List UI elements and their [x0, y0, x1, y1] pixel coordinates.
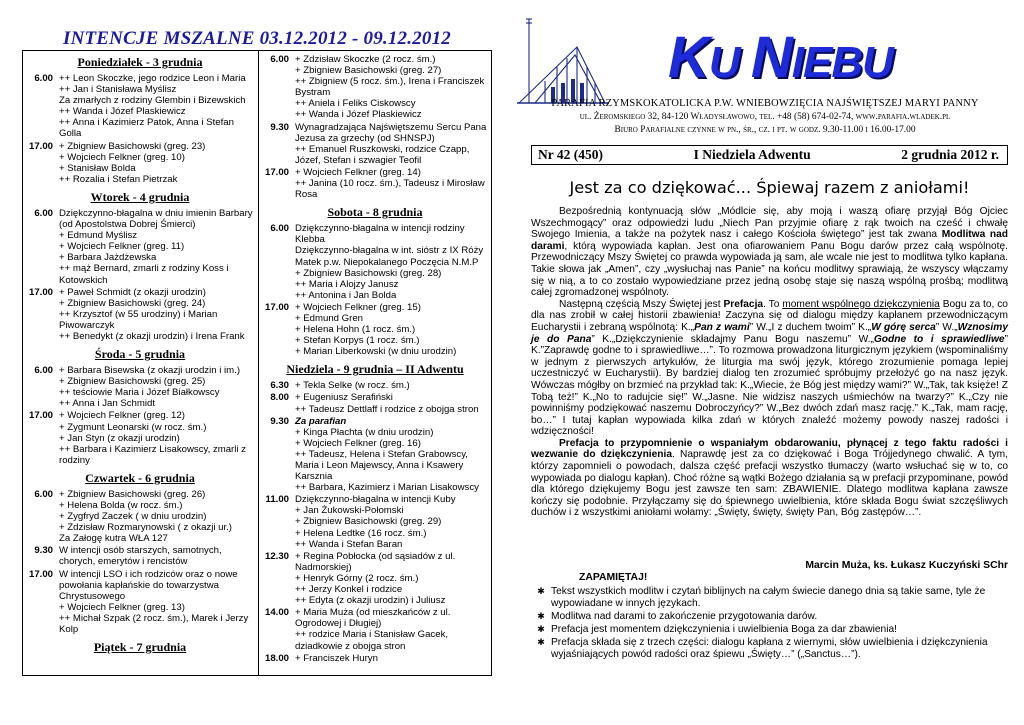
intention-line: + Wojciech Felkner (greg. 15) — [295, 301, 421, 313]
remember-text: Prefacja jest momentem dziękczynienia i uwielbienia Boga za dar zbawienia! — [551, 623, 897, 635]
intention-line: + Zdzisław Rozmarynowski ( z okazji ur.) — [59, 522, 232, 534]
intention-line: ++ rodzice Maria i Stanisław Gacek, dziadkowie z obojga stron — [295, 629, 449, 652]
mass-intentions — [295, 380, 489, 391]
mass-slot — [261, 380, 489, 391]
intention-line: ++ Emanuel Ruszkowski, rodzice Czapp, Józef, Stefan i szwagier Teofil — [295, 143, 470, 166]
church-logo-icon — [517, 17, 609, 105]
mass-time: 17.00 — [28, 568, 53, 580]
intention-line: ++ Anna i Kazimierz Patok, Anna i Stefan Golla — [59, 117, 234, 140]
intention-line: + Barbara Jażdżewska — [59, 252, 157, 264]
intention-line: ++ Barbara i Kazimierz Lisakowscy, zmarli z rodziny — [59, 443, 246, 466]
mass-intentions — [295, 653, 489, 664]
intention-line: + Zygmunt Leonarski (w rocz. śm.) — [59, 421, 207, 433]
intention-line: + Stefan Korpys (1 rocz. śm.) — [295, 335, 420, 347]
intention-line: + Edmund Myślisz — [59, 230, 138, 242]
intention-line: + Stanisław Bolda — [59, 162, 136, 174]
intention-line: ++ Benedykt (z okazji urodzin) i Irena Frank — [59, 330, 245, 342]
day-heading: Czwartek - 6 grudnia — [85, 470, 195, 485]
day-heading: Piątek - 7 grudnia — [93, 640, 187, 655]
intention-line: + Wojciech Felkner (greg. 11) — [59, 241, 185, 253]
mass-intentions — [59, 141, 255, 185]
remember-item — [531, 637, 1008, 661]
asterisk-bullet-icon: ✱ — [537, 586, 545, 596]
day-heading: Sobota - 8 grudnia — [327, 205, 423, 220]
mass-intentions — [59, 365, 255, 409]
mass-intentions — [295, 551, 489, 606]
intentions-right-column — [261, 54, 489, 665]
intention-line: + Zbigniew Basichowski (greg. 29) — [295, 516, 442, 528]
intention-line: ++ Barbara, Kazimierz i Marian Lisakowscy — [295, 482, 479, 494]
mass-slot — [25, 545, 255, 567]
intention-line: + Zbigniew Basichowski (greg. 28) — [295, 267, 442, 279]
intention-line: ++ Maria i Alojzy Janusz — [295, 278, 399, 290]
remember-text: Modlitwa nad darami to zakończenie przygotowania darów. — [551, 610, 818, 622]
intention-line: ++ Jan i Stanisława Myślisz — [59, 84, 177, 96]
mass-intentions — [295, 54, 489, 121]
asterisk-bullet-icon: ✱ — [537, 623, 545, 634]
intention-line: ++ Tadeusz, Helena i Stefan Grabowscy, Maria i Leon Majewscy, Anna i Ksawery Karsznia — [295, 448, 468, 483]
intention-line: Wynagradzająca Najświętszemu Sercu Pana Jezusa za grzechy (od SHNSPJ) — [295, 121, 487, 144]
remember-item — [531, 586, 1008, 610]
remember-text: Tekst wszystkich modlitw i czytań biblijnych na całym świecie danego dnia są takie same, tyle że wypowiadane w innych językach. — [551, 586, 986, 609]
mass-intentions — [59, 208, 255, 286]
intention-line: ++ Anna i Jan Schmidt — [59, 398, 155, 410]
intention-line: + Wojciech Felkner (greg. 14) — [295, 166, 421, 178]
mass-intentions — [295, 416, 489, 494]
mass-time: 6.00 — [270, 223, 289, 235]
mass-time: 17.00 — [264, 301, 289, 313]
issue-bar — [531, 145, 1008, 165]
mass-intentions — [59, 489, 255, 544]
day-heading: Poniedziałek - 3 grudnia — [77, 55, 203, 69]
intentions-title: INTENCJE MSZALNE 03.12.2012 - 09.12.2012 — [62, 28, 452, 49]
intention-line: + Zbigniew Basichowski (greg. 24) — [59, 297, 206, 309]
intention-line: ++ Leon Skoczke, jego rodzice Leon i Maria — [59, 73, 246, 84]
masthead-rest-u: U — [708, 38, 751, 87]
intention-line: + Helena Ledtke (16 rocz. śm.) — [295, 527, 427, 539]
remember-item — [531, 624, 1008, 636]
mass-intentions — [59, 73, 255, 140]
mass-time: 9.30 — [34, 545, 53, 557]
mass-slot — [25, 208, 255, 286]
mass-slot — [261, 223, 489, 301]
mass-slot — [25, 141, 255, 185]
intention-line: + Wojciech Felkner (greg. 10) — [59, 151, 185, 163]
article-paragraph: Następną częścią Mszy Świętej jest Prefacja. To moment wspólnego dziękczynienia Bogu za to, co dla nas zrobił w całej historii zbawienia! Zaczyna się od dialogu między kapłanem przewodniczącym Eucharystii i zebraną wspólnotą: K.„Pan z wami” W.„I z duchem twoim” K.„W górę serca” W.„Wznosimy je do Pana” K.„Dziękczynienie składajmy Panu Bogu naszemu” W.„Godne to i sprawiedliwe” K.”Zaprawdę godne to i sprawiedliwe…”. To rozmowa prowadzona liturgicznym językiem (wspominaliśmy w jednym z pierwszych artykułów, że liturgia ma swój język, którego zrozumienie pomaga lepiej uczestniczyć w Eucharystii). By bardziej dialog ten zrozumieć spróbujmy przełożyć go na nasz język. Wówczas mógłby on brzmieć na przykład tak: K.„Wiecie, że Bóg jest między wami?” W.„Tak, tak księże! Z Tobą też!” K.„No to radujcie się!” W.„Jasne. Nie widzisz naszych uśmiechów na twarzy?” K.„Czy nie powinniśmy podziękować naszemu Dobroczyńcy?” W.„Bez dwóch zdań masz rację.” K.„Tak, mam rację, bo…” I tutaj kapłan wypowiada kilka zdań w których znaleźć możemy powody naszej radości i wdzięczności! — [531, 298, 1009, 438]
mass-time: 18.00 — [264, 652, 289, 664]
article-title: Jest za co dziękować... Śpiewaj razem z aniołami! — [569, 178, 970, 197]
intention-line: + Henryk Górny (2 rocz. śm.) — [295, 572, 419, 584]
intention-line: + Maria Muża (od mieszkańców z ul. Ogrodowej i Długiej) — [295, 607, 451, 630]
intention-line: ++ mąż Bernard, zmarli z rodziny Koss i Kotowskich — [59, 263, 229, 286]
mass-time: 17.00 — [28, 410, 53, 422]
article-body — [531, 206, 1008, 519]
issue-number: Nr 42 (450) — [538, 147, 603, 162]
mass-time: 8.00 — [270, 392, 289, 404]
intention-line: + Zbigniew Basichowski (greg. 23) — [59, 140, 206, 152]
mass-slot — [261, 167, 489, 200]
mass-time: 9.30 — [270, 121, 289, 133]
intention-line: + Wojciech Felkner (greg. 16) — [295, 437, 421, 449]
intention-line: ++ Edyta (z okazji urodzin) i Juliusz — [295, 595, 446, 607]
masthead-initial-n: N — [750, 25, 792, 90]
mass-time: 11.00 — [265, 494, 289, 506]
parish-address: ul. Żeromskiego 32, 84-120 Władysławowo, tel. +48 (58) 674-02-74, www.parafia.wladek.pl — [579, 112, 951, 122]
intention-line: ++ Zbigniew (5 rocz. śm.), Irena i Franciszek Bystram — [295, 76, 485, 99]
day-heading: Wtorek - 4 grudnia — [90, 189, 190, 204]
issue-sunday: I Niedziela Adwentu — [693, 147, 811, 162]
mass-intentions — [295, 167, 489, 200]
mass-intentions — [59, 545, 255, 567]
asterisk-bullet-icon: ✱ — [537, 636, 545, 647]
intention-line: ++ Jerzy Konkel i rodzice — [295, 584, 403, 596]
mass-intentions — [295, 607, 489, 651]
intention-line: + Wojciech Felkner (greg. 13) — [59, 601, 185, 613]
mass-slot — [261, 551, 489, 606]
intention-line: Za zmarłych z rodziny Glembin i Bizewskich — [59, 95, 246, 107]
mass-time: 12.30 — [264, 550, 289, 562]
intention-line: + Helena Hohn (1 rocz. śm.) — [295, 324, 416, 336]
remember-heading: ZAPAMIĘTAJ! — [579, 572, 648, 583]
intention-line: + Zdzisław Skoczke (2 rocz. śm.) — [295, 54, 436, 65]
mass-slot — [261, 416, 489, 494]
mass-slot — [25, 365, 255, 409]
intention-line: + Zygfryd Zaczek ( w dniu urodzin) — [59, 511, 207, 523]
masthead-title — [668, 24, 893, 91]
mass-intentions — [295, 392, 489, 414]
mass-slot — [25, 489, 255, 544]
intention-line: ++ Janina (10 rocz. śm.), Tadeusz i Mirosław Rosa — [295, 178, 485, 201]
intention-line: ++ Michał Szpak (2 rocz. śm.), Marek i Jerzy Kolp — [59, 612, 249, 636]
mass-time: 14.00 — [264, 607, 289, 619]
masthead-initial-k: K — [668, 25, 709, 90]
intention-line: Za parafian — [295, 415, 347, 427]
intention-line: W intencji osób starszych, samotnych, chorych, emerytów i rencistów — [59, 545, 222, 568]
mass-intentions — [295, 223, 489, 301]
remember-item — [531, 611, 1008, 623]
intention-line: + Paweł Schmidt (z okazji urodzin) — [59, 286, 206, 298]
mass-time: 6.00 — [34, 73, 53, 84]
article-paragraph: Bezpośrednią kontynuacją słów „Módlcie się, aby moją i waszą ofiarę przyjął Bóg Ojciec Wszechmogący” oraz odpowiedzi ludu „Niech Pan przyjmie ofiarę z rąk twoich na cześć i chwałę Swojego Imienia, a także na pożytek nasz i całego Kościoła świętego” jest tak zwana Modlitwa nad darami, którą wypowiada kapłan. Jest ona ofiarowaniem Panu Bogu darów przez całą wspólnotę. Przewodniczący Mszy Świętej co prawda wypowiada ją sam, ale wcale nie jest to modlitwa tylko kapłana. Takie słowa jak „Amen”, czy „wysłuchaj nas Panie” na końcu modlitwy sprawiają, że wszyscy włączamy się w nią, a to co zostało wypowiedziane przez jedną osobę staje się naszą wspólną prośbą; modlitwą całej zgromadzonej wspólnoty. — [531, 206, 1008, 299]
mass-slot — [25, 410, 255, 465]
day-heading: Środa - 5 grudnia — [94, 347, 186, 362]
mass-slot — [261, 494, 489, 549]
remember-text: Prefacja składa się z trzech części: dialogu kapłana z wiernymi, słów uwielbienia i dziękczynienia wyjaśniających powód radości oraz śpiewu „Święty…” („Sanctus…”). — [551, 636, 988, 660]
intention-line: + Edmund Gren — [295, 312, 363, 324]
mass-time: 9.30 — [270, 415, 289, 427]
mass-intentions — [59, 569, 255, 636]
intention-line: + Zbigniew Basichowski (greg. 26) — [59, 488, 206, 500]
article-author: Marcin Muża, ks. Łukasz Kuczyński SChr — [805, 560, 1008, 571]
intention-line: + Jan Żukowski-Połomski — [295, 505, 404, 517]
day-heading: Niedziela - 9 grudnia – II Adwentu — [286, 362, 464, 377]
intention-line: Dziękczynno-błagalna w dniu imienin Barbary (od Apostolstwa Dobrej Śmierci) — [59, 207, 253, 231]
intention-line: + Wojciech Felkner (greg. 12) — [59, 410, 185, 422]
intention-line: ++ Aniela i Feliks Ciskowscy — [295, 98, 416, 110]
intention-line: + Franciszek Huryn — [295, 652, 378, 664]
intention-line: ++ Wanda i Józef Plaskiewicz — [295, 109, 422, 121]
mass-slot — [25, 287, 255, 342]
mass-time: 6.30 — [270, 380, 289, 392]
intention-line: + Zbigniew Basichowski (greg. 25) — [59, 376, 206, 388]
intention-line: + Barbara Bisewska (z okazji urodzin i im.) — [59, 365, 241, 377]
intention-line: + Helena Bolda (w rocz. śm.) — [59, 500, 183, 511]
intention-line: W intencji LSO i ich rodziców oraz o nowe powołania kapłańskie do towarzystwa Chrystusowego — [59, 568, 238, 602]
intention-line: ++ Tadeusz Dettlaff i rodzice z obojga stron — [295, 403, 479, 415]
intention-line: ++ Wanda i Stefan Baran — [295, 538, 403, 550]
asterisk-bullet-icon: ✱ — [537, 610, 545, 621]
intention-line: + Jan Styn (z okazji urodzin) — [59, 432, 180, 444]
mass-slot — [261, 607, 489, 651]
intention-line: + Tekla Selke (w rocz. śm.) — [295, 380, 410, 392]
intention-line: ++ Antonina i Jan Bolda — [295, 289, 397, 301]
intention-line: ++ Krzysztof (w 55 urodziny) i Marian Piwowarczyk — [59, 308, 218, 331]
issue-date: 2 grudnia 2012 r. — [901, 147, 999, 162]
mass-time: 17.00 — [28, 286, 53, 298]
mass-time: 6.00 — [34, 207, 53, 219]
intention-line: ++ teściowie Maria i Józef Białkowscy — [59, 387, 220, 399]
intention-line: Dziękczynno-błagalna w intencji Kuby — [295, 494, 456, 506]
mass-slot — [261, 392, 489, 414]
mass-time: 6.00 — [34, 488, 53, 500]
parish-name: PARAFIA RZYMSKOKATOLICKA P.W. WNIEBOWZIĘCIA NAJŚWIĘTSZEJ MARYI PANNY — [551, 98, 979, 109]
remember-list — [531, 586, 1008, 661]
mass-time: 17.00 — [28, 140, 53, 152]
intention-line: + Zbigniew Basichowski (greg. 27) — [295, 65, 442, 77]
mass-slot — [261, 122, 489, 166]
mass-slot — [261, 54, 489, 121]
intention-line: ++ Rozalia i Stefan Pietrzak — [59, 173, 178, 185]
intention-line: + Kinga Płachta (w dniu urodzin) — [295, 426, 434, 438]
mass-slot — [261, 653, 489, 664]
mass-intentions — [295, 122, 489, 166]
parish-office-hours: Biuro Parafialne czynne w pn., śr., cz. i pt. w godz. 9.30-11.00 i 16.00-17.00 — [614, 125, 916, 135]
mass-slot — [261, 302, 489, 357]
intention-line: + Regina Pobłocka (od sąsiadów z ul. Nadmorskiej) — [295, 550, 456, 573]
mass-time: 6.00 — [34, 365, 53, 377]
intention-line: Dziękczynno-błagalna w intencji rodziny Klebba — [295, 223, 465, 246]
column-divider — [258, 51, 259, 675]
mass-intentions — [59, 287, 255, 342]
article-paragraph: Prefacja to przypomnienie o wspaniałym obdarowaniu, płynącej z tego faktu radości i wezwanie do dziękczynienia. Naprawdę jest za co dziękować i Boga Trójjedynego chwalić. A tym, którzy zapomnieli o powodach, dalsza część prefacji wszystko tłumaczy (warto wsłuchać się w to, co wypowiada po dialogu kapłan). Choć różne są wątki Bożego działania są w prefacji przypominane, powód dla którego dziękujemy Bogu jest zawsze ten sam: ZBAWIENIE. Dlatego modlitwa kapłana zawsze kończy się podobnie. Przyłączamy się do śpiewnego uwielbienia, które składa Bogu świat szczęśliwych duchów i z wszystkimi aniołami wołamy: „Święty, święty, święty Pan, Bóg zastępów…”. — [531, 437, 1008, 519]
mass-slot — [25, 73, 255, 140]
intention-line: Dziękczynno-błagalna w int. sióstr z IX Róży Matek p.w. Niepokalanego Poczęcia N.M.P — [295, 245, 484, 268]
intentions-box — [22, 50, 492, 676]
intention-line: Za Załogę kutra WŁA 127 — [59, 533, 168, 545]
mass-intentions — [59, 410, 255, 465]
intention-line: + Eugeniusz Serafiński — [295, 392, 393, 404]
intention-line: + Marian Liberkowski (w dniu urodzin) — [295, 346, 457, 358]
mass-intentions — [295, 494, 489, 549]
masthead-rest-iebu: IEBU — [791, 38, 893, 87]
mass-intentions — [295, 302, 489, 357]
intentions-left-column — [25, 54, 255, 658]
mass-slot — [25, 569, 255, 636]
mass-time: 6.00 — [270, 54, 289, 65]
intention-line: ++ Wanda i Józef Plaskiewicz — [59, 106, 186, 118]
mass-time: 17.00 — [264, 166, 289, 178]
